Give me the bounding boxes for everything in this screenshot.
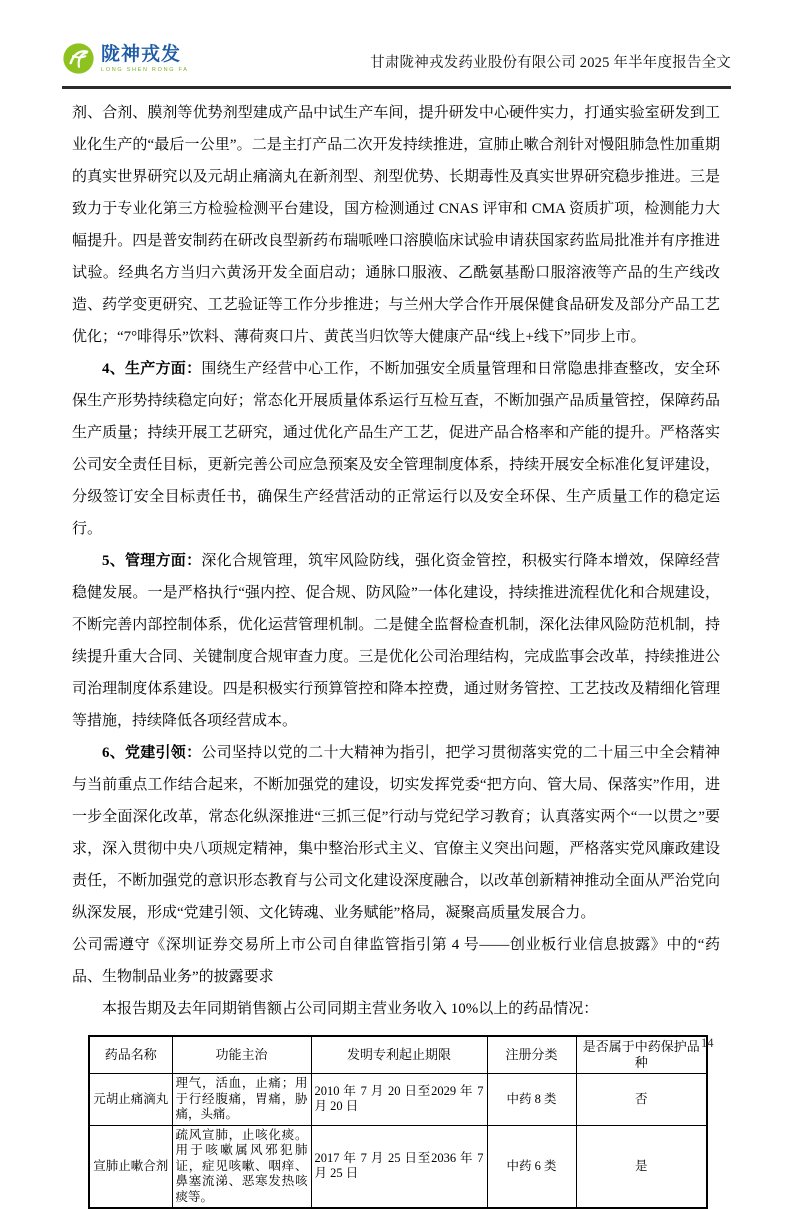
paragraph-text: 本报告期及去年同期销售额占公司同期主营业务收入 10%以上的药品情况：	[102, 1001, 599, 1017]
table-header-row	[89, 1036, 707, 1074]
paragraph-lead: 4、生产方面：	[102, 361, 202, 377]
table-row	[89, 1074, 707, 1126]
column-header-registration-class: 注册分类	[487, 1036, 576, 1074]
cell-tcm-protection: 是	[576, 1125, 707, 1208]
body-paragraph	[72, 97, 720, 353]
column-header-patent-term: 发明专利起止期限	[311, 1036, 487, 1074]
page-number: 14	[701, 1036, 714, 1050]
body-paragraph	[72, 993, 720, 1025]
body-paragraph	[72, 929, 720, 993]
cell-registration-class: 中药 8 类	[487, 1074, 576, 1126]
page-header	[62, 42, 731, 75]
table-row	[89, 1125, 707, 1208]
company-logo	[62, 42, 189, 75]
paragraph-text: 公司坚持以党的二十大精神为指引，把学习贯彻落实党的二十届三中全会精神与当前重点工作结合起来，不断加强党的建设，切实发挥党委“把方向、管大局、保落实”作用，进一步全面深化改革，常态化纵深推进“三抓三促”行动与党纪学习教育；认真落实两个“一以贯之”要求，深入贯彻中央八项规定精神，集中整治形式主义、官僚主义突出问题，严格落实党风廉政建设责任，不断加强党的意识形态教育与公司文化建设深度融合，以改革创新精神推动全面从严治党向纵深发展，形成“党建引领、文化铸魂、业务赋能”格局，凝聚高质量发展合力。	[72, 745, 720, 921]
column-header-tcm-protection: 是否属于中药保护品种	[576, 1036, 707, 1074]
paragraph-lead: 6、党建引领：	[102, 745, 202, 761]
logo-text	[101, 45, 189, 73]
column-header-drug-name: 药品名称	[89, 1036, 172, 1074]
logo-mark-icon	[62, 42, 95, 75]
document-title: 甘肃陇神戎发药业股份有限公司 2025 年半年度报告全文	[370, 55, 731, 71]
drug-products-table	[88, 1035, 708, 1209]
paragraph-text: 围绕生产经营中心工作，不断加强安全质量管理和日常隐患排查整改，安全环保生产形势持续稳定向好；常态化开展质量体系运行互检互查，不断加强产品质量管控，保障药品生产质量；持续开展工艺研究，通过优化产品生产工艺，促进产品合格率和产能的提升。严格落实公司安全责任目标，更新完善公司应急预案及安全管理制度体系，持续开展安全标准化复评建设，分级签订安全目标责任书，确保生产经营活动的正常运行以及安全环保、生产质量工作的稳定运行。	[72, 361, 720, 537]
cell-registration-class: 中药 6 类	[487, 1125, 576, 1208]
cell-function: 理气，活血，止痛；用于行经腹痛，胃痛，胁痛，头痛。	[172, 1074, 311, 1126]
body-paragraph	[72, 737, 720, 929]
logo-brand-cn: 陇神戎发	[101, 43, 182, 65]
header-divider	[62, 86, 731, 89]
paragraph-text: 深化合规管理，筑牢风险防线，强化资金管控，积极实行降本增效，保障经营稳健发展。一是严格执行“强内控、促合规、防风险”一体化建设，持续推进流程优化和合规建设，不断完善内部控制体系，优化运营管理机制。二是健全监督检查机制，深化法律风险防范机制，持续提升重大合同、关键制度合规审查力度。三是优化公司治理结构，完成监事会改革，持续推进公司治理制度体系建设。四是积极实行预算管控和降本控费，通过财务管控、工艺技改及精细化管理等措施，持续降低各项经营成本。	[72, 553, 720, 729]
cell-patent-term: 2010 年 7 月 20 日至2029 年 7 月 20 日	[311, 1074, 487, 1126]
cell-tcm-protection: 否	[576, 1074, 707, 1126]
cell-drug-name: 元胡止痛滴丸	[89, 1074, 172, 1126]
logo-brand-en: LONG SHEN RONG FA	[101, 66, 189, 73]
report-body	[72, 97, 720, 1209]
cell-patent-term: 2017 年 7 月 25 日至2036 年 7 月 25 日	[311, 1125, 487, 1208]
paragraph-lead: 5、管理方面：	[102, 553, 202, 569]
paragraph-text: 公司需遵守《深圳证券交易所上市公司自律监管指引第 4 号——创业板行业信息披露》中的“药品、生物制品业务”的披露要求	[72, 937, 720, 985]
paragraph-text: 剂、合剂、膜剂等优势剂型建成产品中试生产车间，提升研发中心硬件实力，打通实验室研发到工业化生产的“最后一公里”。二是主打产品二次开发持续推进，宣肺止嗽合剂针对慢阻肺急性加重期的真实世界研究以及元胡止痛滴丸在新剂型、剂型优势、长期毒性及真实世界研究稳步推进。三是致力于专业化第三方检验检测平台建设，国方检测通过 CNAS 评审和 CMA 资质扩项，检测能力大幅提升。四是普安制药在研改良型新药布瑞哌唑口溶膜临床试验申请获国家药监局批准并有序推进试验。经典名方当归六黄汤开发全面启动；通脉口服液、乙酰氨基酚口服溶液等产品的生产线改造、药学变更研究、工艺验证等工作分步推进；与兰州大学合作开展保健食品研发及部分产品工艺优化；“7°啡得乐”饮料、薄荷爽口片、黄芪当归饮等大健康产品“线上+线下”同步上市。	[72, 105, 720, 345]
body-paragraph	[72, 545, 720, 737]
column-header-function: 功能主治	[172, 1036, 311, 1074]
cell-function: 疏风宣肺，止咳化痰。用于咳嗽属风邪犯肺证，症见咳嗽、咽痒、鼻塞流涕、恶寒发热咳痰等。	[172, 1125, 311, 1208]
cell-drug-name: 宣肺止嗽合剂	[89, 1125, 172, 1208]
body-paragraph	[72, 353, 720, 545]
